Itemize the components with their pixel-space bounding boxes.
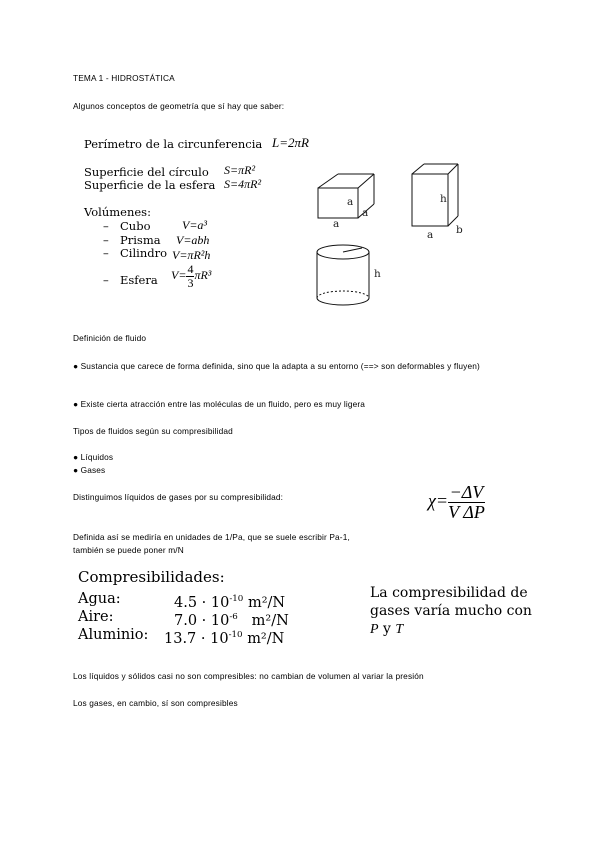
volumes-label: Volúmenes:: [84, 205, 151, 219]
compress-row-air: [78, 608, 289, 629]
gas-note-var-t: T: [395, 622, 404, 637]
compress-times: · 10: [201, 594, 230, 611]
compress-substance: Aluminio:: [78, 627, 149, 643]
fluid-def-heading: Definición de fluido: [73, 333, 147, 343]
cube-label-a-base: a: [333, 218, 340, 230]
distinguish-text: Distinguimos líquidos de gases por su compresibilidad:: [73, 492, 284, 502]
prism-drawing: [406, 160, 464, 232]
gas-note-conj: y: [378, 621, 396, 637]
compress-exp: -10: [228, 630, 243, 640]
compress-substance: Agua:: [78, 591, 121, 607]
cube-label-a-side: a: [347, 196, 354, 208]
sphere-area-formula: S=4πR²: [224, 177, 262, 191]
compress-unit: m²/N: [251, 612, 289, 629]
types-heading: Tipos de fluidos según su compresibilidad: [73, 426, 233, 436]
liquids-sentence: Los líquidos y sólidos casi no son compresibles: no cambian de volumen al variar la presión: [73, 671, 424, 681]
sphere-formula: [171, 263, 211, 289]
cylinder-formula: V=πR²h: [172, 248, 211, 262]
cube-label: Cubo: [120, 219, 151, 233]
gas-note: [370, 584, 532, 639]
gas-note-var-p: P: [370, 622, 379, 637]
compress-times: · 10: [201, 612, 230, 629]
sphere-formula-prefix: V=: [171, 267, 187, 282]
prism-formula: V=abh: [176, 233, 210, 247]
compress-row-aluminium: [78, 626, 285, 647]
compress-row-water: [78, 590, 286, 611]
compress-coef: 4.5: [174, 594, 198, 611]
bullet-deformable: ● Sustancia que carece de forma definida, sino que la adapta a su entorno (==> son deformables y fluyen): [73, 361, 480, 371]
compress-exp: -10: [229, 594, 244, 604]
chi-lhs: χ=: [428, 490, 449, 511]
cylinder-label-h: h: [374, 268, 381, 280]
sphere-label: Esfera: [120, 273, 158, 287]
gases-sentence: Los gases, en cambio, sí son compresibles: [73, 698, 238, 708]
cube-dash: –: [103, 219, 109, 233]
cylinder-label: Cilindro: [120, 246, 168, 260]
prism-label-b: b: [456, 224, 463, 236]
compress-coef: 13.7: [164, 630, 197, 647]
perimeter-formula: L=2πR: [272, 135, 309, 150]
gas-note-line-3: [370, 620, 532, 639]
units-line-2: también se puede poner m/N: [73, 545, 184, 555]
perimeter-label: Perímetro de la circunferencia: [84, 137, 263, 151]
gas-note-line-1: La compresibilidad de: [370, 585, 528, 601]
cube-formula: V=a³: [182, 218, 208, 232]
sphere-fraction-num: 4: [187, 262, 194, 276]
chi-fraction: [448, 483, 485, 522]
sphere-dash: –: [103, 273, 109, 287]
compress-unit: m²/N: [247, 594, 286, 611]
chi-denominator: V ΔP: [448, 501, 485, 522]
compress-table: [78, 590, 289, 647]
cube-label-a-depth: a: [362, 207, 369, 219]
sphere-formula-suffix: πR³: [194, 267, 212, 282]
circle-area-formula: S=πR²: [224, 163, 256, 177]
prism-label-h: h: [440, 193, 447, 205]
chi-numerator: −ΔV: [449, 482, 484, 502]
prism-label-a: a: [427, 229, 434, 241]
cylinder-drawing: [312, 242, 374, 308]
sphere-area-label: Superficie de la esfera: [84, 178, 216, 192]
compress-exp: -6: [229, 612, 238, 622]
page-title: TEMA 1 - HIDROSTÁTICA: [73, 73, 175, 83]
compress-value: [164, 626, 284, 648]
gas-note-line-2: gases varía mucho con: [370, 603, 532, 619]
type-gases: ● Gases: [73, 465, 106, 475]
prism-label: Prisma: [120, 233, 161, 247]
type-liquids: ● Líquidos: [73, 452, 114, 462]
sphere-fraction-den: 3: [187, 275, 194, 290]
prism-dash: –: [103, 233, 109, 247]
compress-coef: 7.0: [174, 612, 198, 629]
compress-table-title: Compresibilidades:: [78, 568, 225, 586]
compress-times: · 10: [200, 630, 229, 647]
cylinder-dash: –: [103, 246, 109, 260]
units-line-1: Definida así se mediría en unidades de 1/Pa, que se suele escribir Pa-1,: [73, 532, 350, 542]
compress-substance: Aire:: [78, 609, 114, 625]
circle-area-label: Superficie del círculo: [84, 165, 209, 179]
bullet-attraction: ● Existe cierta atracción entre las moléculas de un fluido, pero es muy ligera: [73, 399, 366, 409]
compressibility-formula: [428, 483, 485, 522]
intro-text: Algunos conceptos de geometría que sí hay que saber:: [73, 101, 285, 111]
compress-unit: m²/N: [247, 630, 285, 647]
